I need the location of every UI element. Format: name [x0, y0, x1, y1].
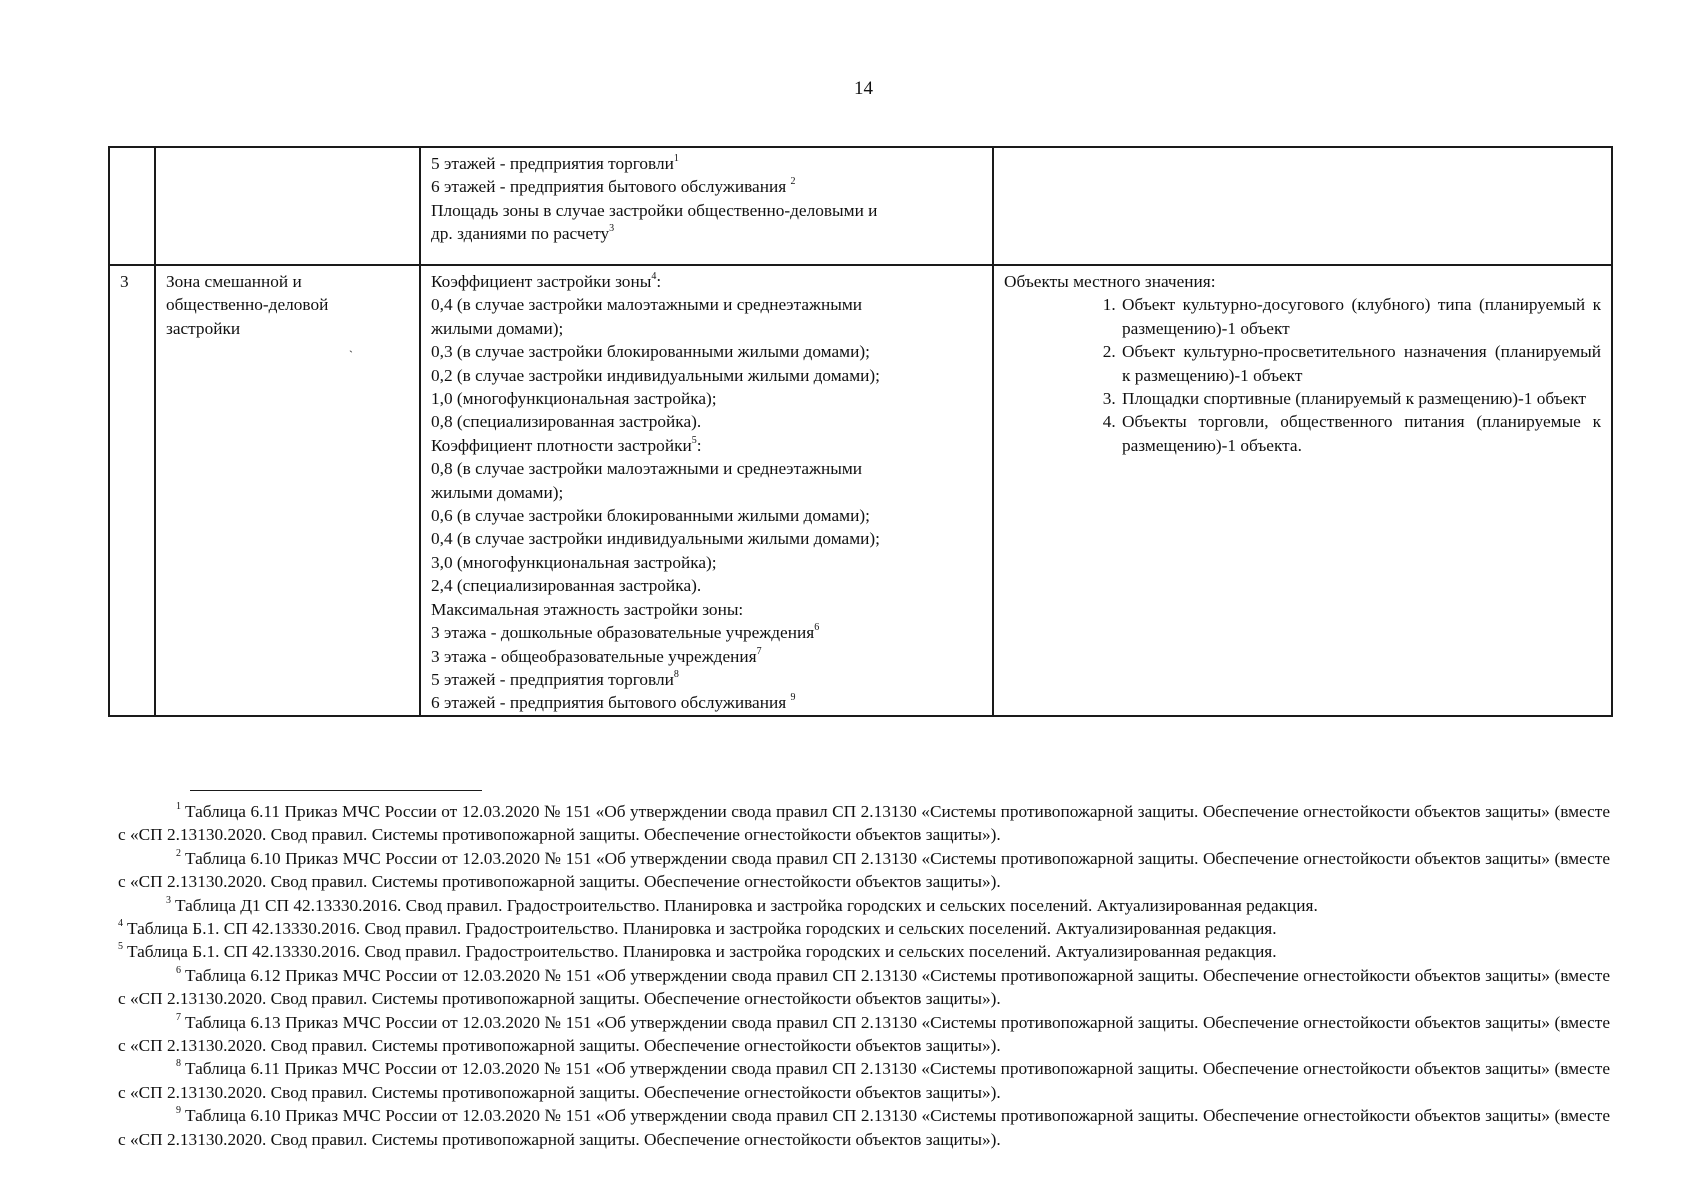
- footnote-divider: [190, 790, 482, 791]
- table-row: [109, 265, 1612, 716]
- param-line: 0,6 (в случае застройки блокированными жилыми домами);: [431, 506, 870, 526]
- footnote: $^8$ Таблица 6.11 Приказ МЧС России от 12.03.2020 № 151 «Об утверждении свода правил СП 2.13130 «Системы противопожарной защиты. Обеспечение огнестойкости объектов защиты» (вместе с «СП 2.13130.2020. Свод правил. Системы противопожарной защиты. Обеспечение огнестойкости объектов защиты»).: [118, 1058, 1610, 1102]
- list-item: 1. Объект культурно-досугового (клубного) типа (планируемый к размещению)-1 объект: [1120, 293, 1601, 340]
- footnote: $^4$ Таблица Б.1. СП 42.13330.2016. Свод правил. Градостроительство. Планировка и застройка городских и сельских поселений. Актуализированная редакция.: [118, 918, 1277, 939]
- list-item: 4. Объекты торговли, общественного питания (планируемые к размещению)-1 объекта.: [1120, 410, 1601, 457]
- footnote: $^6$ Таблица 6.12 Приказ МЧС России от 12.03.2020 № 151 «Об утверждении свода правил СП 2.13130 «Системы противопожарной защиты. Обеспечение огнестойкости объектов защиты» (вместе с «СП 2.13130.2020. Свод правил. Системы противопожарной защиты. Обеспечение огнестойкости объектов защиты»).: [118, 964, 1610, 1009]
- param-line: 2,4 (специализированная застройка).: [431, 576, 702, 596]
- param-line: Максимальная этажность застройки зоны:: [431, 599, 744, 619]
- param-line: 0,4 (в случае застройки малоэтажными и среднеэтажными: [431, 295, 863, 315]
- param-line: Коэффициент плотности застройки$^5$:: [431, 434, 702, 455]
- footnote: $^1$ Таблица 6.11 Приказ МЧС России от 12.03.2020 № 151 «Об утверждении свода правил СП 2.13130 «Системы противопожарной защиты. Обеспечение огнестойкости объектов защиты» (вместе с «СП 2.13130.2020. Свод правил. Системы противопожарной защиты. Обеспечение огнестойкости объектов защиты»).: [118, 801, 1610, 845]
- zones-table: [108, 146, 1613, 717]
- footnote: $^5$ Таблица Б.1. СП 42.13330.2016. Свод правил. Градостроительство. Планировка и застройка городских и сельских поселений. Актуализированная редакция.: [118, 941, 1277, 962]
- table-row: [109, 147, 1612, 265]
- footnote: $^7$ Таблица 6.13 Приказ МЧС России от 12.03.2020 № 151 «Об утверждении свода правил СП 2.13130 «Системы противопожарной защиты. Обеспечение огнестойкости объектов защиты» (вместе с «СП 2.13130.2020. Свод правил. Системы противопожарной защиты. Обеспечение огнестойкости объектов защиты»).: [118, 1011, 1610, 1056]
- param-line: жилыми домами);: [431, 318, 564, 338]
- footnote: $^3$ Таблица Д1 СП 42.13330.2016. Свод правил. Градостроительство. Планировка и застройка городских и сельских поселений. Актуализированная редакция.: [166, 894, 1318, 915]
- param-line: 0,8 (в случае застройки малоэтажными и среднеэтажными: [431, 459, 863, 479]
- param-line: 6 этажей - предприятия бытового обслуживания $^9$: [431, 692, 796, 713]
- row-number-cell: [109, 147, 155, 265]
- param-line: 3,0 (многофункциональная застройка);: [431, 552, 717, 572]
- param-line: др. зданиями по расчету$^3$: [431, 223, 615, 244]
- objects-cell: [993, 147, 1612, 265]
- param-line: 3 этажа - дошкольные образовательные учреждения$^6$: [431, 622, 820, 643]
- objects-cell: [993, 265, 1612, 716]
- param-line: 0,4 (в случае застройки индивидуальными жилыми домами);: [431, 529, 880, 549]
- stray-mark: ˏ: [349, 339, 353, 354]
- param-line: 5 этажей - предприятия торговли$^1$: [431, 153, 679, 173]
- param-line: 3 этажа - общеобразовательные учреждения$^7$: [431, 645, 762, 666]
- footnote: $^9$ Таблица 6.10 Приказ МЧС России от 12.03.2020 № 151 «Об утверждении свода правил СП 2.13130 «Системы противопожарной защиты. Обеспечение огнестойкости объектов защиты» (вместе с «СП 2.13130.2020. Свод правил. Системы противопожарной защиты. Обеспечение огнестойкости объектов защиты»).: [118, 1105, 1610, 1149]
- param-line: 1,0 (многофункциональная застройка);: [431, 389, 717, 409]
- param-line: 6 этажей - предприятия бытового обслуживания $^2$: [431, 176, 796, 197]
- objects-list: [1004, 293, 1601, 457]
- param-line: 5 этажей - предприятия торговли$^8$: [431, 668, 679, 689]
- param-line: 0,3 (в случае застройки блокированными жилыми домами);: [431, 342, 870, 362]
- param-line: 0,2 (в случае застройки индивидуальными жилыми домами);: [431, 365, 880, 385]
- zone-name-line: Зона смешанной и: [166, 272, 302, 291]
- param-line: Коэффициент застройки зоны$^4$:: [431, 271, 662, 291]
- zone-name-cell: [155, 265, 420, 716]
- param-line: Площадь зоны в случае застройки общественно-деловыми и: [431, 200, 878, 220]
- zone-name-line: общественно-деловой: [166, 295, 329, 315]
- zone-name-cell: [155, 147, 420, 265]
- page-number: 14: [854, 78, 873, 99]
- param-line: жилыми домами);: [431, 482, 564, 502]
- footnotes: [118, 800, 1610, 1151]
- zone-name-line: застройки: [166, 318, 241, 338]
- footnote: $^2$ Таблица 6.10 Приказ МЧС России от 12.03.2020 № 151 «Об утверждении свода правил СП 2.13130 «Системы противопожарной защиты. Обеспечение огнестойкости объектов защиты» (вместе с «СП 2.13130.2020. Свод правил. Системы противопожарной защиты. Обеспечение огнестойкости объектов защиты»).: [118, 847, 1610, 892]
- objects-title: Объекты местного значения:: [1004, 272, 1216, 291]
- row-number-cell: 3: [109, 265, 155, 716]
- list-item: 3. Площадки спортивные (планируемый к размещению)-1 объект: [1120, 387, 1601, 410]
- params-cell: [420, 265, 993, 716]
- params-cell: [420, 147, 993, 265]
- list-item: 2. Объект культурно-просветительного назначения (планируемый к размещению)-1 объект: [1120, 340, 1601, 387]
- param-line: 0,8 (специализированная застройка).: [431, 412, 702, 432]
